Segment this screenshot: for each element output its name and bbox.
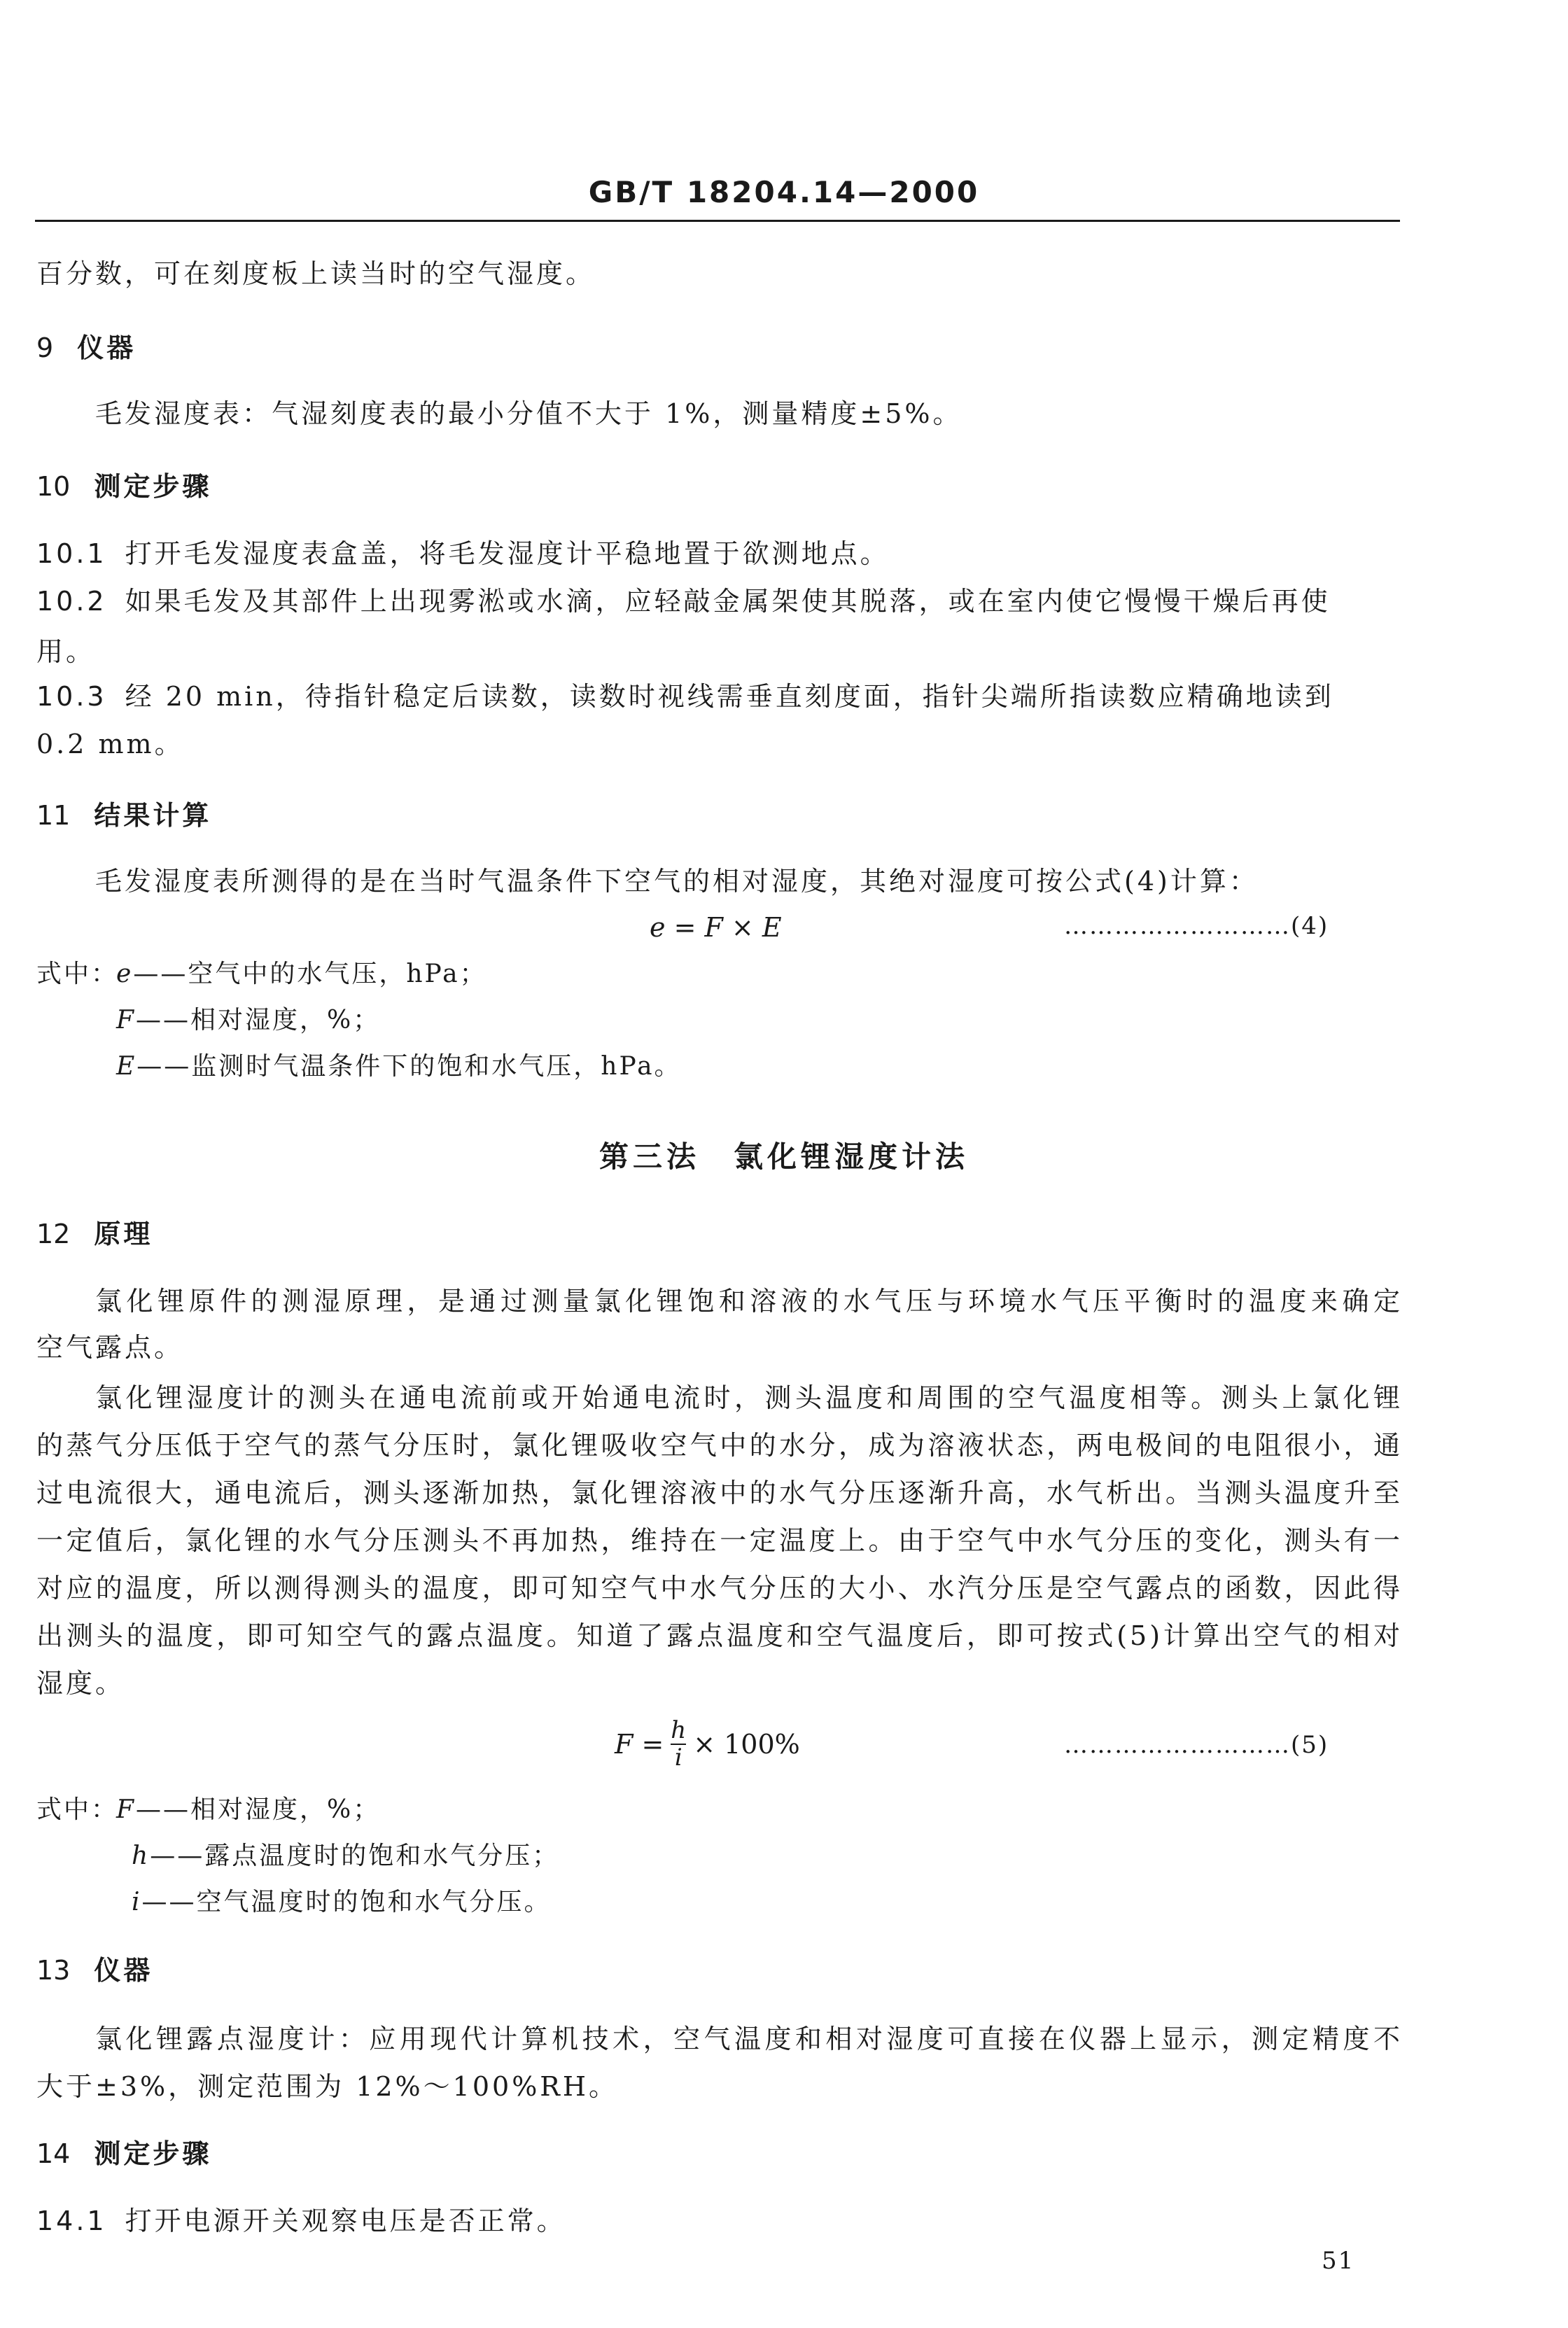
clause-14-1 <box>36 2208 566 2234</box>
symbol: h <box>132 1842 150 1870</box>
section-9-body: 毛发湿度表：气湿刻度表的最小分值不大于 1%，测量精度±5%。 <box>95 398 962 429</box>
clause-10-2 <box>36 588 1331 615</box>
section-11-heading <box>36 802 211 829</box>
standard-header: GB/T 18204.14—2000 <box>588 175 980 209</box>
equation-lhs: F = <box>615 1729 664 1760</box>
section-title: 仪器 <box>94 1955 153 1986</box>
section-14-heading <box>36 2140 211 2167</box>
clause-text: 如果毛发及其部件上出现雾淞或水滴，应轻敲金属架使其脱落，或在室内使它慢慢干燥后再使 <box>125 586 1331 617</box>
section-number: 11 <box>36 800 71 831</box>
s13-body-line: 大于±3%，测定范围为 12%～100%RH。 <box>36 2071 619 2102</box>
section-number: 13 <box>36 1955 71 1986</box>
section-11-body: 毛发湿度表所测得的是在当时气温条件下空气的相对湿度，其绝对湿度可按公式(4)计算： <box>95 866 1259 897</box>
s12-p1-line: 空气露点。 <box>36 1332 184 1363</box>
fraction-numerator: h <box>671 1716 687 1744</box>
symbol-desc: ——露点温度时的饱和水气分压； <box>150 1842 560 1870</box>
where-item-E <box>116 1054 682 1079</box>
s12-p2-line: 湿度。 <box>36 1668 125 1699</box>
section-title: 测定步骤 <box>94 471 212 502</box>
clause-number: 10.2 <box>36 586 107 617</box>
s13-body-line: 氯化锂露点湿度计：应用现代计算机技术，空气温度和相对湿度可直接在仪器上显示，测定精度不 <box>95 2024 1403 2054</box>
section-title: 结果计算 <box>94 800 212 831</box>
clause-10-2-cont: 用。 <box>36 636 96 667</box>
symbol-desc: ——监测时气温条件下的饱和水气压，hPa。 <box>136 1052 682 1081</box>
clause-number: 10.1 <box>36 538 107 569</box>
clause-10-1 <box>36 540 890 567</box>
section-title: 测定步骤 <box>94 2138 212 2169</box>
header-rule <box>35 220 1400 222</box>
section-10-heading <box>36 473 211 500</box>
where-label-4: 式中： <box>36 960 119 988</box>
section-number: 9 <box>36 332 54 363</box>
symbol-desc: ——空气中的水气压，hPa； <box>133 960 487 988</box>
where-item-F <box>116 1008 380 1033</box>
equation-5 <box>615 1718 800 1772</box>
s12-p2-line: 出测头的温度，即可知空气的露点温度。知道了露点温度和空气温度后，即可按式(5)计算出空气的相对 <box>36 1620 1403 1651</box>
where-item-F <box>116 1797 380 1823</box>
section-number: 14 <box>36 2138 71 2169</box>
fraction-denominator: i <box>671 1744 686 1771</box>
where-item-i <box>132 1890 552 1915</box>
symbol-desc: ——相对湿度，%； <box>135 1006 381 1035</box>
where-label-5: 式中： <box>36 1795 119 1824</box>
equation-4-number: ………………………(4) <box>1064 912 1329 940</box>
fraction <box>671 1718 686 1772</box>
s12-p1-line: 氯化锂原件的测湿原理，是通过测量氯化锂饱和溶液的水气压与环境水气压平衡时的温度来确定 <box>95 1286 1403 1317</box>
s12-p2-line: 的蒸气分压低于空气的蒸气分压时，氯化锂吸收空气中的水分，成为溶液状态，两电极间的电阻很小，通 <box>36 1430 1403 1461</box>
s12-p2-line: 对应的温度，所以测得测头的温度，即可知空气中水气分压的大小、水汽分压是空气露点的函数，因此得 <box>36 1573 1403 1604</box>
s12-p2-line: 一定值后，氯化锂的水气分压测头不再加热，维持在一定温度上。由于空气中水气分压的变化，测头有一 <box>36 1525 1403 1556</box>
equation-rhs: × 100% <box>693 1729 800 1760</box>
s12-p2-line: 过电流很大，通电流后，测头逐渐加热，氯化锂溶液中的水气分压逐渐升高，水气析出。当测头温度升至 <box>36 1478 1403 1508</box>
clause-number: 14.1 <box>36 2206 107 2236</box>
clause-text: 打开毛发湿度表盒盖，将毛发湿度计平稳地置于欲测地点。 <box>125 538 890 569</box>
equation-5-number: ………………………(5) <box>1064 1731 1329 1759</box>
section-number: 12 <box>36 1219 71 1249</box>
section-title: 仪器 <box>77 332 136 363</box>
symbol: F <box>116 1795 136 1824</box>
intro-line: 百分数，可在刻度板上读当时的空气湿度。 <box>36 258 596 289</box>
method-3-title: 第三法 氯化锂湿度计法 <box>598 1140 969 1174</box>
where-item-h <box>132 1844 559 1869</box>
clause-text: 经 20 min，待指针稳定后读数，读数时视线需垂直刻度面，指针尖端所指读数应精确地读到 <box>125 681 1334 712</box>
symbol-desc: ——相对湿度，%； <box>135 1795 381 1824</box>
section-13-heading <box>36 1957 153 1984</box>
where-item-e <box>116 962 487 987</box>
page-number: 51 <box>1322 2247 1355 2275</box>
clause-text: 打开电源开关观察电压是否正常。 <box>125 2206 566 2236</box>
section-title: 原理 <box>94 1219 153 1249</box>
symbol: e <box>116 960 134 988</box>
clause-10-3 <box>36 683 1334 710</box>
section-9-heading <box>36 332 136 363</box>
section-number: 10 <box>36 471 71 502</box>
clause-number: 10.3 <box>36 681 107 712</box>
section-12-heading <box>36 1221 153 1247</box>
clause-10-3-cont: 0.2 mm。 <box>36 729 184 759</box>
equation-4: e = F × E <box>650 912 782 943</box>
s12-p2-line: 氯化锂湿度计的测头在通电流前或开始通电流时，测头温度和周围的空气温度相等。测头上氯化锂 <box>95 1382 1403 1413</box>
symbol: i <box>132 1888 142 1916</box>
symbol: F <box>116 1006 136 1035</box>
symbol: E <box>116 1052 137 1081</box>
symbol-desc: ——空气温度时的饱和水气分压。 <box>141 1888 552 1916</box>
